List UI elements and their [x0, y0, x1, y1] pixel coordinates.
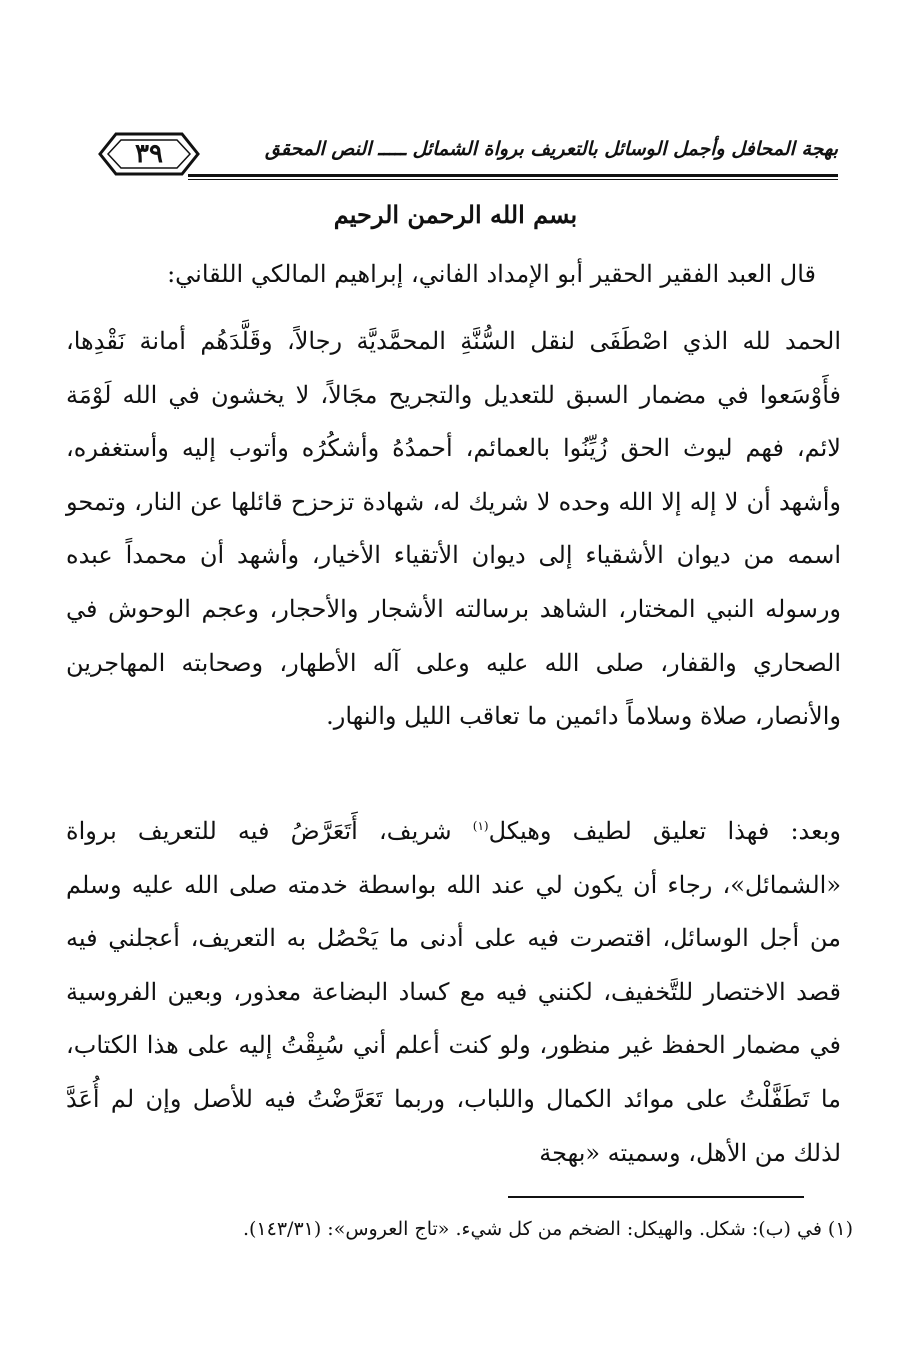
basmala-heading: بسم الله الرحمن الرحيم	[333, 200, 578, 229]
page-number: ٣٩	[135, 139, 163, 169]
footnote-marker: (١)	[472, 819, 489, 833]
paragraph-preface	[66, 800, 841, 1180]
paragraph-preface-rest: شريف، أَتَعَرَّضُ فيه للتعريف برواة «الشمائل»، رجاء أن يكون لي عند الله بواسطة خدمته صلى الله عليه وسلم من أجل الوسائل، اقتصرت فيه على أدنى ما يَحْصُل به التعريف، أعجلني فيه قصد الاختصار للتَّخفيف، لكنني فيه مع كساد البضاعة معذور، وبعين الفروسية في مضمار الحفظ غير منظور، ولو كنت أعلم أني سُبِقْتُ إليه على هذا الكتاب، ما تَطَفَّلْتُ على موائد الكمال واللباب، وربما تَعَرَّضْتُ فيه للأصل وإن لم أُعَدَّ لذلك من الأهل، وسميته «بهجة	[66, 817, 841, 1167]
paragraph-preface-start: وبعد: فهذا تعليق لطيف وهيكل	[488, 817, 842, 845]
paragraph-praise: الحمد لله الذي اصْطَفَى لنقل السُّنَّةِ المحمَّديَّة رجالاً، وقَلَّدَهُم أمانة نَقْدِها، فأَوْسَعوا في مضمار السبق للتعديل والتجريح مجَالاً، لا يخشون في الله لَوْمَة لائم، فهم ليوث الحق زُيِّنُوا بالعمائم، أحمدُهُ وأشكُرُه وأتوب إليه وأستغفره، وأشهد أن لا إله إلا الله وحده لا شريك له، شهادة تزحزح قائلها عن النار، وتمحو اسمه من ديوان الأشقياء إلى ديوان الأتقياء الأخيار، وأشهد أن محمداً عبده ورسوله النبي المختار، الشاهد برسالته الأشجار والأحجار، وعجم الوحوش في الصحاري والقفار، صلى الله عليه وعلى آله الأطهار، وصحابته المهاجرين والأنصار، صلاة وسلاماً دائمين ما تعاقب الليل والنهار.	[66, 327, 842, 731]
page-number-badge	[96, 128, 202, 180]
header-rule-thin	[188, 179, 838, 180]
running-title: بهجة المحافل وأجمل الوسائل بالتعريف برواة الشمائل ـــــ النص المحقق	[265, 138, 838, 160]
page-header	[96, 128, 838, 180]
header-rule	[188, 174, 838, 177]
footnote-divider	[508, 1196, 804, 1198]
footnote: (١) في (ب): شكل. والهيكل: الضخم من كل شيء. «تاج العروس»: (١٤٣/٣١).	[242, 1218, 853, 1240]
intro-line: قال العبد الفقير الحقير أبو الإمداد الفاني، إبراهيم المالكي اللقاني:	[167, 260, 816, 288]
